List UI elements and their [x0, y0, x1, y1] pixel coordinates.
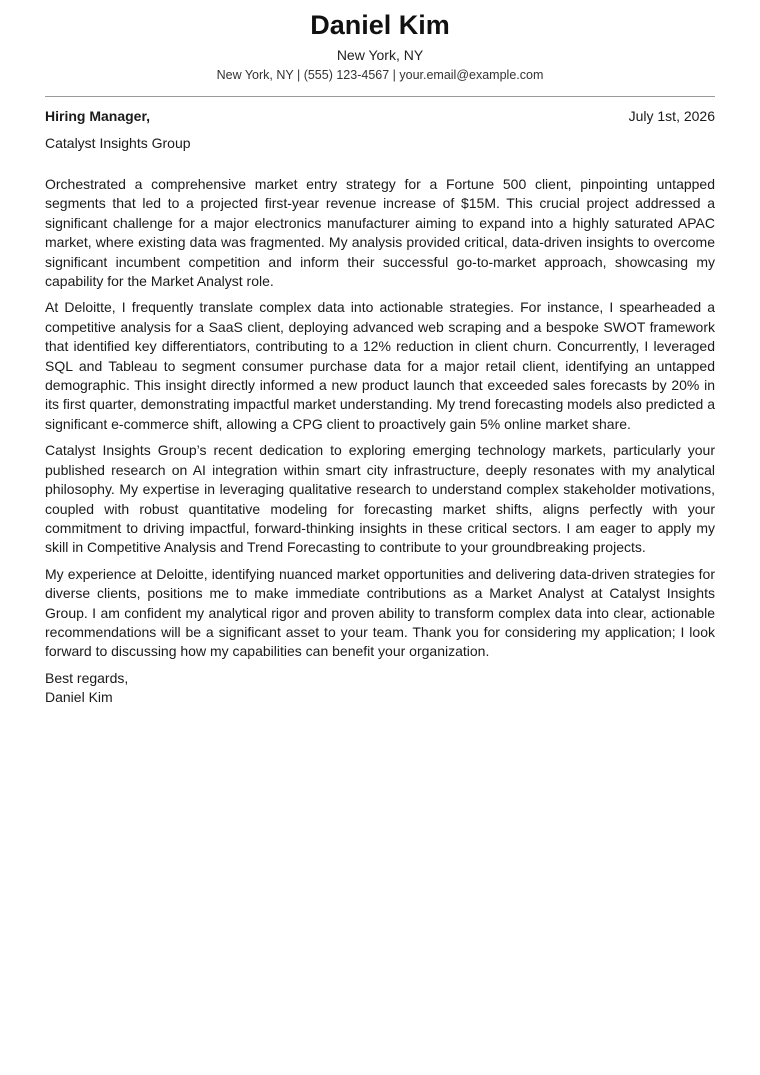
body-paragraph: Catalyst Insights Group’s recent dedication to exploring emerging technology markets, particularly your published research on AI integration within smart city infrastructure, deeply resonates with my analytical philosophy. My expertise in leveraging qualitative research to understand complex stakeholder motivations, coupled with robust quantitative modeling for forecasting market shifts, aligns perfectly with your commitment to driving impactful, forward-thinking insights in these critical sectors. I am eager to apply my skill in Competitive Analysis and Trend Forecasting to contribute to your groundbreaking projects. [45, 442, 715, 556]
body-paragraph: My experience at Deloitte, identifying nuanced market opportunities and delivering data-driven strategies for diverse clients, positions me to make immediate contributions as a Market Analyst at Catalyst Insights Group. I am confident my analytical rigor and proven ability to transform complex data into clear, actionable recommendations will be a significant asset to your team. Thank you for considering my application; I look forward to discussing how my capabilities can benefit your organization. [45, 565, 715, 660]
closing-signoff: Best regards, [45, 669, 129, 686]
letter-header [45, 8, 715, 84]
recipient-company: Catalyst Insights Group [45, 135, 191, 151]
applicant-location: New York, NY [336, 47, 424, 63]
header-divider [45, 96, 715, 97]
letter-closing [45, 669, 715, 708]
applicant-contact-line: New York, NY | (555) 123-4567 | your.email@example.com [216, 68, 544, 82]
recipient-row [45, 107, 715, 126]
closing-signature: Daniel Kim [45, 689, 113, 706]
letter-date: July 1st, 2026 [628, 108, 715, 124]
letter-body [45, 175, 715, 662]
body-paragraph: At Deloitte, I frequently translate complex data into actionable strategies. For instance, I spearheaded a competitive analysis for a SaaS client, deploying advanced web scraping and a bespoke SWOT framework that identified key differentiators, contributing to a 12% reduction in client churn. Concurrently, I leveraged SQL and Tableau to segment consumer purchase data for a major retail client, identifying an untapped demographic. This insight directly informed a new product launch that exceeded sales forecasts by 20% in its first quarter, demonstrating impactful market understanding. My trend forecasting models also predicted a significant e-commerce shift, allowing a CPG client to proactively gain 5% online market share. [45, 299, 715, 432]
body-paragraph: Orchestrated a comprehensive market entry strategy for a Fortune 500 client, pinpointing untapped segments that led to a projected first-year revenue increase of $15M. This crucial project addressed a significant challenge for a major electronics manufacturer aiming to expand into a highly saturated APAC market, where existing data was fragmented. My analysis provided critical, data-driven insights to overcome significant incumbent competition and inform their successful go-to-market approach, showcasing my capability for the Market Analyst role. [45, 176, 715, 290]
recipient-salutation: Hiring Manager, [45, 108, 151, 124]
applicant-name: Daniel Kim [310, 10, 450, 40]
